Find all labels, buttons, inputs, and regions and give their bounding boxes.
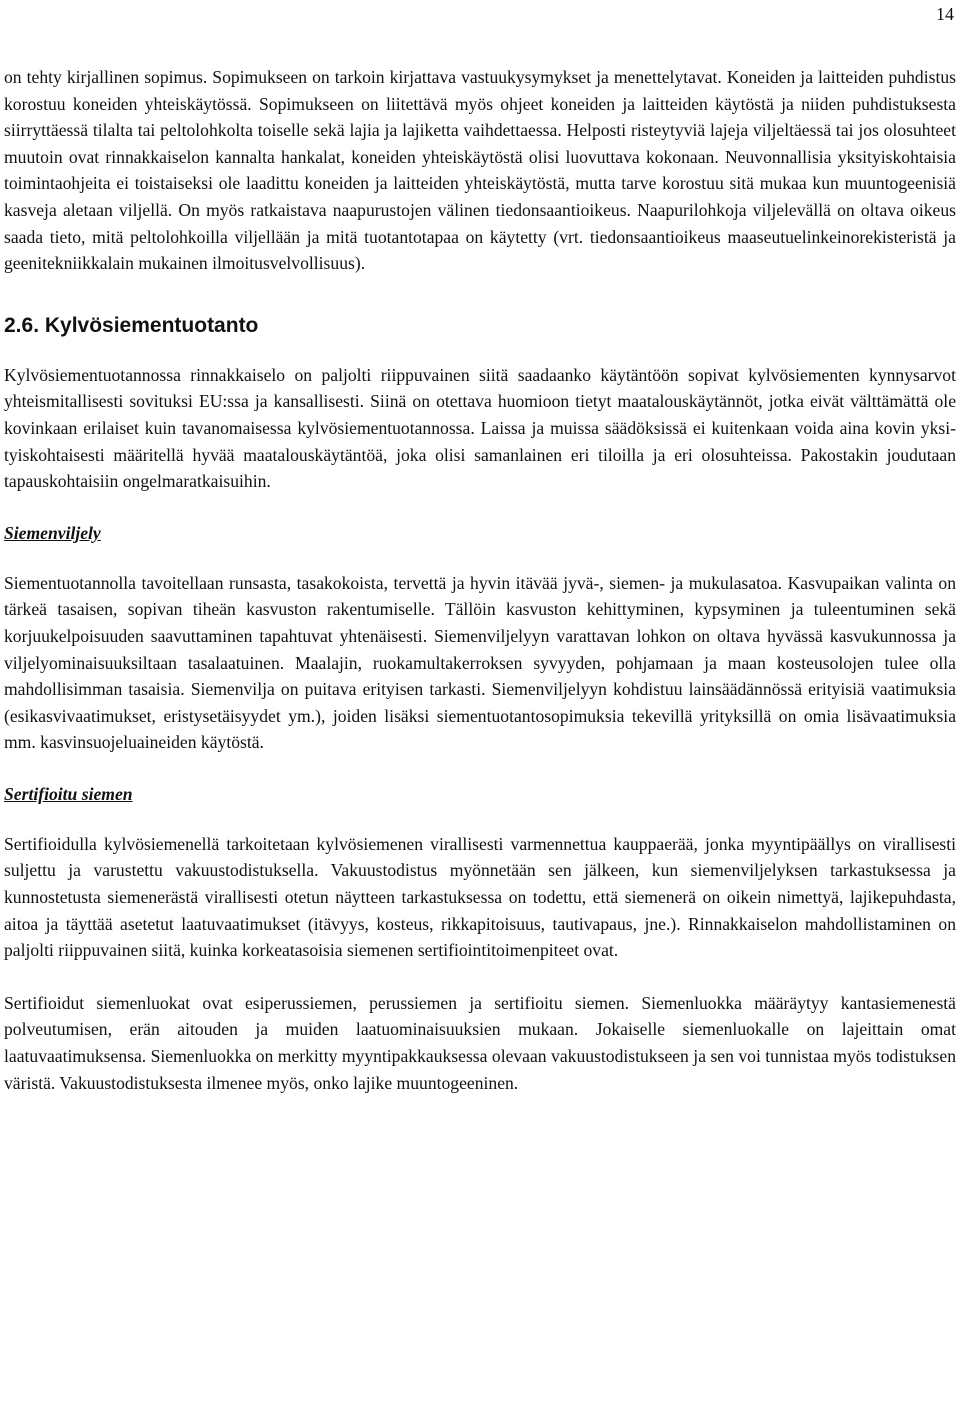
siemenviljely-heading: Siemenviljely	[4, 522, 101, 543]
sertifioitu-paragraph-2: Sertifioidut siemenluokat ovat esiperussiemen, perussiemen ja sertifioitu siemen. Siemenluokka määräytyy kantasiemenestä polveutumisen, erän aitouden ja muiden laatuominaisuuksien mukaan. Jokaiselle siemenluokalle on lajeittain omat laatuvaatimuksensa. Siemenluokka on merkitty myyntipakkauksessa olevaan vakuustodistukseen ja sen voi tunnistaa myös todistuksen väristä. Vakuustodistuksesta ilmenee myös, onko lajike muuntogeeninen.	[4, 992, 956, 1093]
page-number: 14	[936, 4, 954, 24]
sertifioitu-heading: Sertifioitu siemen	[4, 783, 133, 804]
intro-paragraph: on tehty kirjallinen sopimus. Sopimukseen on tarkoin kirjattava vastuukysymykset ja menettelytavat. Koneiden ja laitteiden puhdistus korostuu koneiden yhteiskäytössä. Sopimukseen on liitettävä myös ohjeet koneiden ja laitteiden käytöstä ja niiden puhdistuksesta siirryttäessä tilalta tai peltolohkolta toiselle sekä lajia ja lajiketta vaihdettaessa. Helposti risteytyviä lajeja viljeltäessä tai jos olosuhteet muutoin ovat rinnakkaiselon kannalta hankalat, koneiden yhteiskäytöstä olisi luovuttava kokonaan. Neuvonnallisia yksityiskohtaisia toimintaohjeita ei toistaiseksi ole laadittu koneiden ja laitteiden yhteiskäytöstä, mutta tarve korostuu sitä mukaa kun muuntogeenisiä kasveja aletaan viljellä. On myös ratkaistava naapurustojen välinen tiedonsaantioikeus. Naapurilohkoja viljelevällä on oltava oikeus saada tieto, mitä peltolohkoilla viljellään ja mitä tuotantotapaa on käytetty (vrt. tiedonsaantioikeus maaseutuelinkeinorekisteristä ja geenitekniikkalain mukainen ilmoitusvelvollisuus).	[4, 67, 956, 274]
siemenviljely-paragraph: Siementuotannolla tavoitellaan runsasta, tasakokoista, tervettä ja hyvin itävää jyvä-, siemen- ja mukulasatoa. Kasvupaikan valinta on tärkeä tasaisen, sopivan tiheän kasvuston rakentumiselle. Tällöin kasvuston kehittyminen, kypsyminen ja tuleentuminen sekä korjuukelpoisuuden saavuttaminen tapahtuvat yhtenäisesti. Siemenviljelyyn varattavan lohkon on oltava hyvässä kasvukunnossa ja viljelyominaisuuksiltaan tasalaatuinen. Maalajin, ruokamultakerroksen syvyyden, pohjamaan ja maan kosteusolojen tulee olla mahdollisimman tasaisia. Siemenvilja on puitava erityisen tarkasti. Siemenviljelyyn kohdistuu lainsäädännössä erityisiä vaatimuksia (esikasvivaatimukset, eristysetäisyydet ym.), joiden lisäksi siementuotantosopimuksia tekevillä yrityksillä on omia lisävaatimuksia mm. kasvinsuojeluaineiden käytöstä.	[4, 572, 956, 753]
section-heading: 2.6. Kylvösiementuotanto	[4, 313, 259, 337]
document-body	[4, 64, 956, 1096]
section-paragraph: Kylvösiementuotannossa rinnakkaiselo on paljolti riippuvainen siitä saadaanko käytäntöön sopivat kylvösiementen kynnysarvot yhteismitallisesti sovituksi EU:ssa ja kansallisesti. Siinä on otettava huomioon tietyt maatalouskäytännöt, jotka eivät välttämättä ole kovinkaan erilaiset kuin tavanomaisessa kylvösiementuotannossa. Laissa ja muissa säädöksissä ei kuitenkaan voida aina kovin yksityiskohtaisesti määritellä hyvää maatalouskäytäntöä, joka olisi samanlainen eri tiloilla ja eri olosuhteissa. Pakostakin joudutaan tapauskohtaisiin ongelmaratkaisuihin.	[4, 364, 956, 492]
sertifioitu-paragraph-1: Sertifioidulla kylvösiemenellä tarkoitetaan kylvösiemenen virallisesti varmennettua kauppaerää, jonka myyntipäällys on virallisesti suljettu ja varustettu vakuustodistuksella. Vakuustodistus myönnetään sen jälkeen, kun siemenviljelyksen tarkastuksessa ja kunnostetusta siemenerästä virallisesti otetun näytteen tarkastuksessa on todettu, että siemenerä on oikein nimettyä, lajikepuhdasta, aitoa ja täyttää asetetut laatuvaatimukset (itävyys, kosteus, rikkapitoisuus, tautivapaus, jne.). Rinnakkaiselon mahdollistaminen on paljolti riippuvainen siitä, kuinka korkeatasoisia siemenen sertifiointitoimenpiteet ovat.	[4, 833, 956, 961]
